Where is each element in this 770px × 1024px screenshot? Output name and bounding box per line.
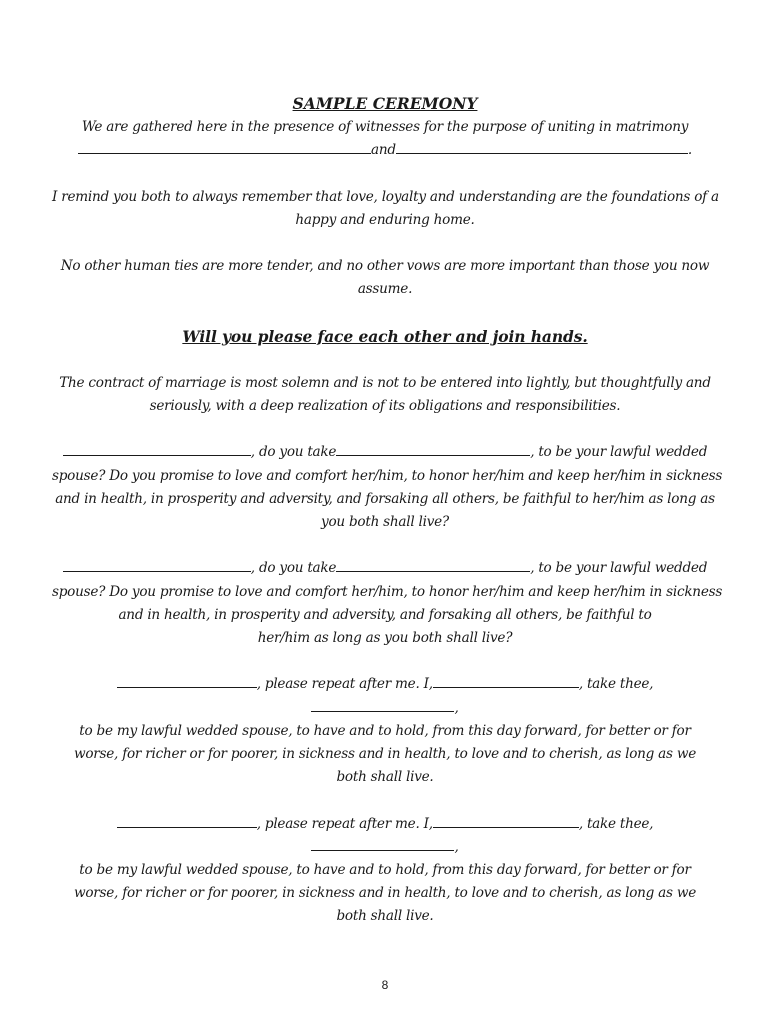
remind-line-1: I remind you both to always remember that love, loyalty and understanding are the foundations of a xyxy=(52,188,719,205)
vow1-lawful-text: , to be your lawful wedded xyxy=(530,444,708,461)
repeat1-name-blank[interactable] xyxy=(117,674,257,688)
contract-line-1: The contract of marriage is most solemn and is not to be entered into lightly, but thoughtfully and xyxy=(59,374,711,391)
page-number: 8 xyxy=(381,978,389,992)
partner-two-blank[interactable] xyxy=(396,140,688,154)
repeat2-line-4: worse, for richer or for poorer, in sickness and in health, to love and to cherish, as long as we xyxy=(73,885,697,902)
repeat1-line-4: worse, for richer or for poorer, in sickness and in health, to love and to cherish, as long as we xyxy=(73,745,697,762)
repeat2-please-repeat: , please repeat after me. I, xyxy=(256,815,433,832)
vow1-line-2: spouse? Do you promise to love and comfort her/him, to honor her/him and keep her/him in sickness xyxy=(52,467,723,484)
vow-paragraph-1 xyxy=(52,441,723,534)
repeat2-line-3: to be my lawful wedded spouse, to have and to hold, from this day forward, for better or for xyxy=(79,861,691,878)
repeat1-line-3: to be my lawful wedded spouse, to have and to hold, from this day forward, for better or for xyxy=(79,722,691,739)
vow2-line-1 xyxy=(52,557,718,580)
repeat2-spouse-blank[interactable] xyxy=(311,837,454,851)
intro-period: . xyxy=(687,142,692,159)
ties-line-2: assume. xyxy=(357,281,413,298)
contract-line-2: seriously, with a deep realization of its obligations and responsibilities. xyxy=(149,397,621,414)
remind-paragraph xyxy=(52,186,718,232)
vow2-line-4: her/him as long as you both shall live? xyxy=(257,629,513,646)
remind-line-2: happy and enduring home. xyxy=(295,211,475,228)
vow2-line-3: and in health, in prosperity and adversity, and forsaking all others, be faithful to xyxy=(118,606,652,623)
repeat1-take-thee: , take thee, xyxy=(578,676,654,693)
vow1-spouse-blank[interactable] xyxy=(336,442,530,456)
repeat1-line-2 xyxy=(52,697,718,720)
vow2-name-blank[interactable] xyxy=(63,558,251,572)
repeat1-self-blank[interactable] xyxy=(433,674,579,688)
intro-paragraph xyxy=(52,116,718,162)
partner-one-blank[interactable] xyxy=(78,140,371,154)
ceremony-document xyxy=(52,92,723,952)
vow1-do-you-take: , do you take xyxy=(250,444,337,461)
repeat2-comma: , xyxy=(454,838,459,855)
repeat2-line-5: both shall live. xyxy=(336,908,434,925)
repeat1-line-1 xyxy=(52,673,718,696)
and-word: and xyxy=(371,142,396,159)
vow2-line-2: spouse? Do you promise to love and comfort her/him, to honor her/him and keep her/him in sickness xyxy=(52,583,723,600)
contract-paragraph xyxy=(52,372,718,418)
repeat-paragraph-1 xyxy=(52,673,718,789)
vow1-line-3: and in health, in prosperity and adversity, and forsaking all others, be faithful to her/him as long as xyxy=(55,490,715,507)
document-title: SAMPLE CEREMONY xyxy=(292,94,478,113)
repeat-paragraph-2 xyxy=(52,813,718,929)
repeat2-line-1 xyxy=(52,813,718,836)
vow-paragraph-2 xyxy=(52,557,723,650)
vow1-line-4: you both shall live? xyxy=(321,513,449,530)
vow2-do-you-take: , do you take xyxy=(250,560,337,577)
vow1-line-1 xyxy=(52,441,718,464)
repeat1-spouse-blank[interactable] xyxy=(311,698,454,712)
vow2-lawful-text: , to be your lawful wedded xyxy=(530,560,708,577)
ties-paragraph xyxy=(52,255,718,301)
repeat1-comma: , xyxy=(454,699,459,716)
repeat2-self-blank[interactable] xyxy=(433,814,579,828)
repeat1-please-repeat: , please repeat after me. I, xyxy=(256,676,433,693)
repeat2-line-2 xyxy=(52,836,718,859)
repeat1-line-5: both shall live. xyxy=(336,769,434,786)
repeat2-name-blank[interactable] xyxy=(117,814,257,828)
vow1-name-blank[interactable] xyxy=(63,442,251,456)
repeat2-take-thee: , take thee, xyxy=(578,815,654,832)
join-hands-heading: Will you please face each other and join hands. xyxy=(182,326,588,346)
ties-line-1: No other human ties are more tender, and no other vows are more important than those you now xyxy=(60,258,710,275)
intro-line-1: We are gathered here in the presence of witnesses for the purpose of uniting in matrimony xyxy=(81,119,689,135)
intro-line-2 xyxy=(52,139,718,162)
vow2-spouse-blank[interactable] xyxy=(336,558,530,572)
